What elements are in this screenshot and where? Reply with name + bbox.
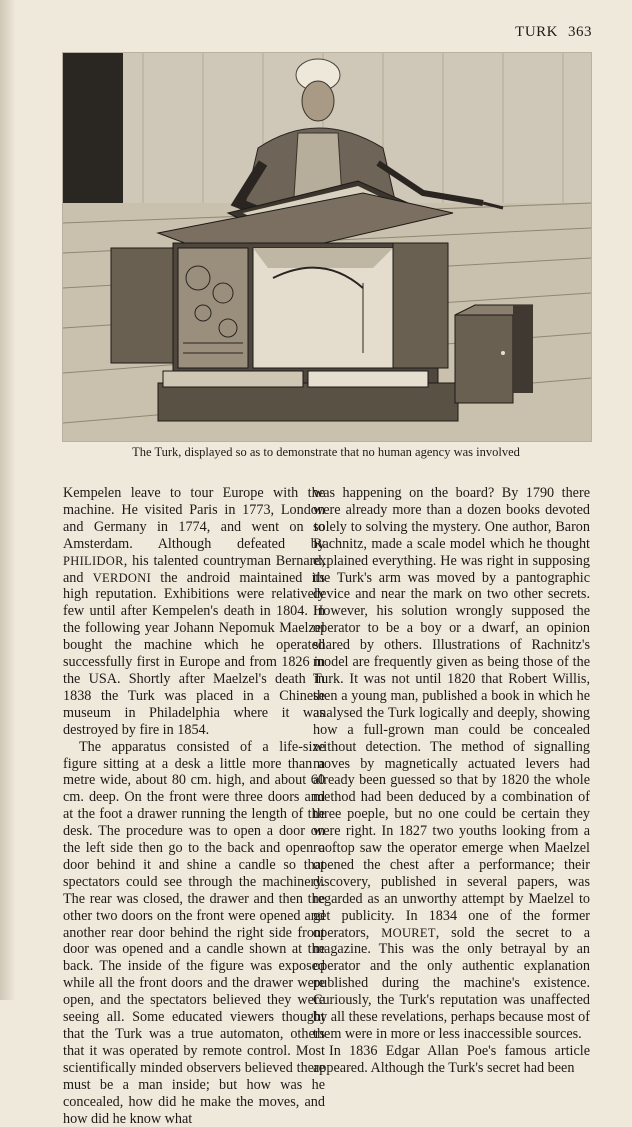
- turk-engraving: [63, 53, 591, 441]
- right-column: [313, 485, 590, 1077]
- text-run: was happening on the board? By 1790 there were already more than a dozen books devoted solely to solving the mystery. One author, Baron Rachnitz, made a scale model which he thought explained everything. He was right in supposing the Turk's arm was moved by a pantographic device and near the mark on two other secrets. However, his solution wrongly supposed the operator to be a boy or a dwarf, an opinion shared by others. Illustrations of Rachnitz's model are frequently given as being those of the Turk. It was not until 1820 that Robert Willis, then a young man, published a book in which he analysed the Turk logically and deeply, showing how a full-grown man could be concealed without detection. The method of signalling moves by magnetically actuated levers had already been guessed so that by 1820 the whole method had been deduced by a combination of three poeple, but no one could be certain they were right. In 1827 two youths looking from a rooftop saw the operator emerge when Maelzel opened the chest after a performance; their discovery, published in several papers, was regarded as an unworthy attempt by Maelzel to get publicity. In 1834 one of the former operators,: [313, 485, 590, 941]
- page-gutter-shadow: [0, 0, 16, 1000]
- turk-illustration: [62, 52, 592, 442]
- running-header: [515, 24, 592, 41]
- right-paragraph-2: In 1836 Edgar Allan Poe's famous article appeared. Although the Turk's secret had been: [313, 1042, 590, 1076]
- text-run: , sold the secret to a magazine. This was the only betrayal by an operator and the only authentic explanation published during the machine's existence. Curiously, the Turk's reputation was unaffected by all these revelations, perhaps because most of them were in more or less inaccessible sources.: [313, 924, 590, 1042]
- text-run: , his talented countryman Bernard, and: [63, 552, 325, 586]
- cross-reference-mouret: MOURET: [381, 925, 436, 940]
- left-paragraph-1: [63, 485, 325, 739]
- figure-caption: The Turk, displayed so as to demonstrate that no human agency was involved: [132, 445, 520, 459]
- text-run: the android maintained its high reputation. Exhibitions were relatively few until after Kempelen's death in 1804. In the following year Johann Nepomuk Maelzel bought the machine which he operated successfully first in Europe and from 1826 in the USA. Shortly after Maelzel's death in 1838 the Turk was placed in a Chinese museum in Philadelphia where it was destroyed by fire in 1854.: [63, 569, 325, 738]
- running-title: TURK: [515, 24, 558, 40]
- text-run: Kempelen leave to tour Europe with the machine. He visited Paris in 1773, London and Germany in 1774, and went on to Amsterdam. Although defeated by: [63, 485, 325, 552]
- cross-reference-verdoni: VERDONI: [92, 570, 152, 585]
- cross-reference-philidor: PHILIDOR: [63, 553, 124, 568]
- left-column: [63, 485, 325, 1127]
- left-paragraph-2: The apparatus consisted of a life-size figure sitting at a desk a little more than a metre wide, about 80 cm. high, and about 60 cm. deep. On the front were three doors and at the foot a drawer running the length of the desk. The procedure was to open a door on the left side then go to the back and open a door behind it and shine a candle so that spectators could see through the machinery. The rear was closed, the drawer and then the other two doors on the front were opened and another rear door behind the right side front door was opened and a candle shown at the back. The inside of the figure was exposed while all the front doors and the drawer were open, and the spectators believed they were seeing all. Some educated viewers thought that the Turk was a true automaton, others that it was operated by remote control. Most scientifically minded observers believed there must be a man inside; but how was he concealed, how did he make the moves, and how did he know what: [63, 738, 325, 1127]
- page-number: 363: [568, 24, 592, 40]
- right-paragraph-1: [313, 485, 590, 1043]
